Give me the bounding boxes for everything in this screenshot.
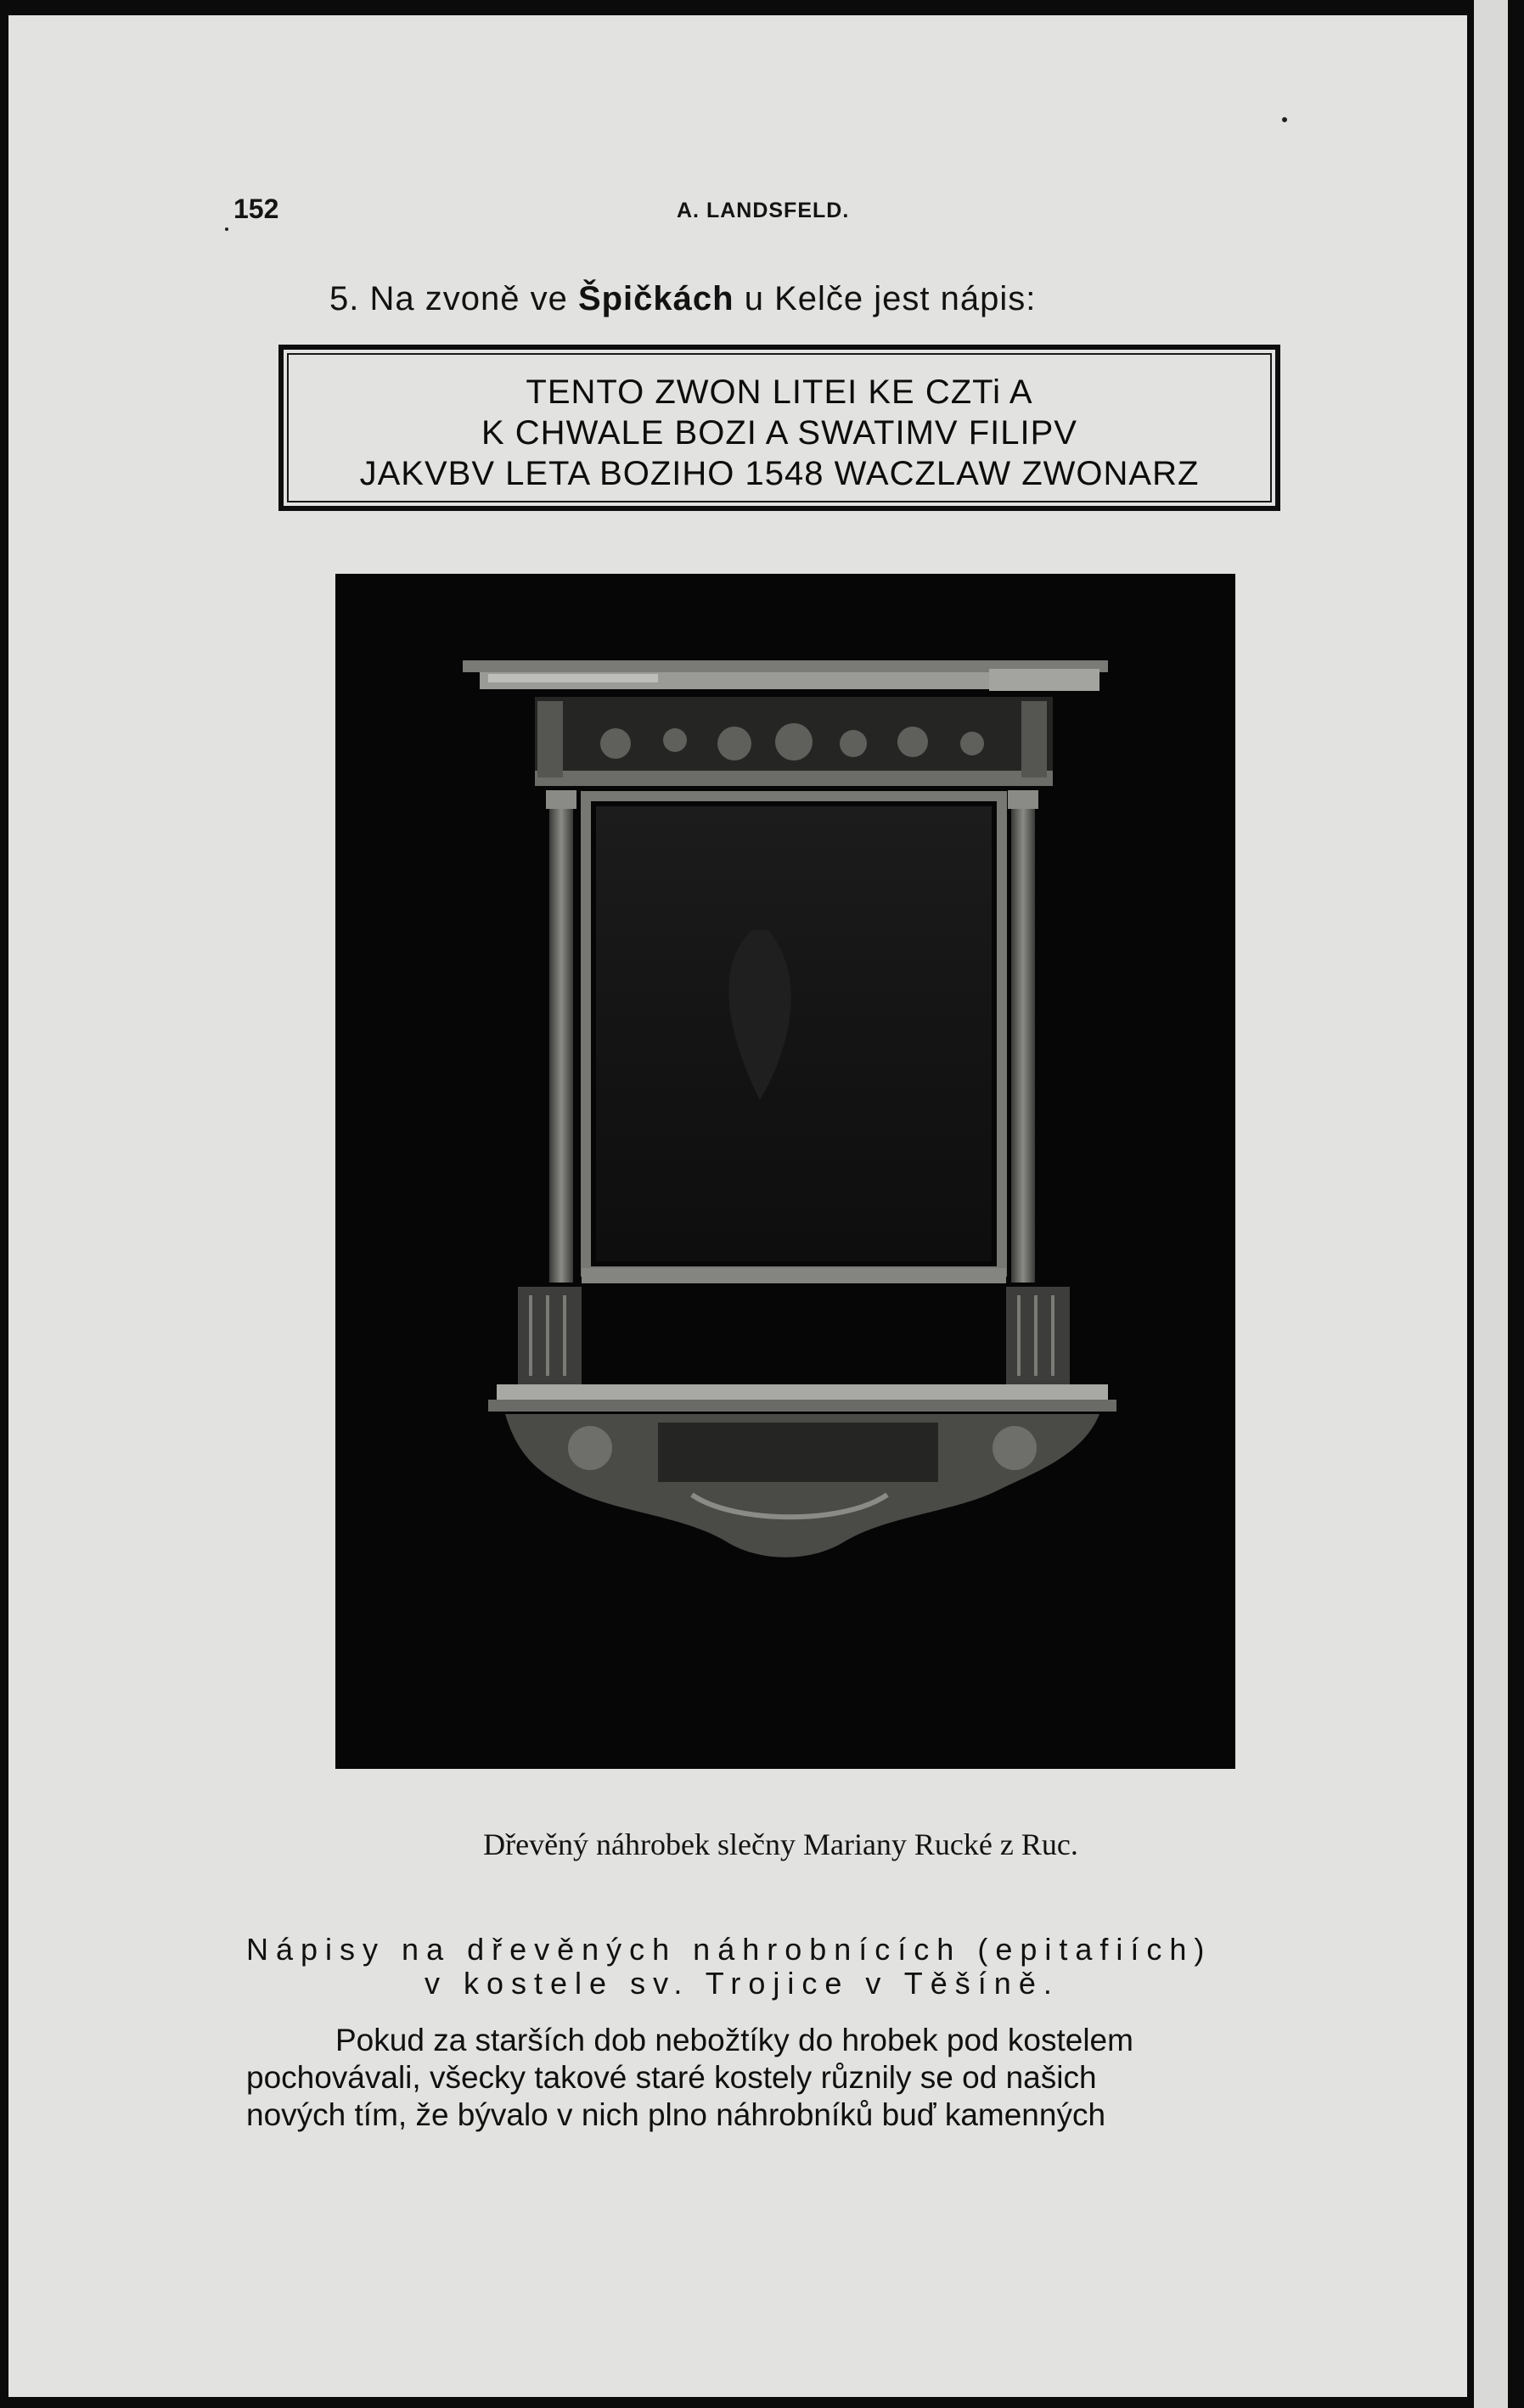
page-number: 152 [233, 194, 279, 224]
inscription-line: K CHWALE BOZI A SWATIMV FILIPV [481, 414, 1077, 452]
adjacent-page-edge [1474, 0, 1508, 2408]
body-line [246, 2059, 1324, 2096]
page-gutter-shadow [1467, 0, 1474, 2408]
book-page [8, 15, 1467, 2397]
wooden-epitaph-illustration [335, 574, 1235, 1769]
caption-text: Dřevěný náhrobek slečny Mariany Rucké z Ruc. [483, 1827, 1078, 1861]
running-head-author: A. LANDSFELD. [677, 199, 850, 222]
intro-line [329, 280, 1036, 318]
inscription-line: JAKVBV LETA BOZIHO 1548 WACZLAW ZWONARZ [359, 455, 1200, 492]
intro-suffix: u Kelče jest nápis: [734, 280, 1037, 317]
inscription-line: TENTO ZWON LITEI KE CZTi A [526, 373, 1033, 411]
paper-speck [1282, 117, 1287, 122]
epitaph-photo [335, 574, 1235, 1769]
body-line [246, 2096, 1324, 2134]
body-line [246, 2022, 1324, 2059]
intro-place: Špičkách [577, 280, 734, 317]
section-title-line: v kostele sv. Trojice v Těšíně. [425, 1966, 1060, 2001]
running-head [233, 194, 1210, 231]
photo-caption [8, 1827, 1467, 1862]
paper-speck [225, 227, 228, 231]
intro-prefix: 5. Na zvoně ve [329, 280, 578, 317]
body-line-text: Pokud za starších dob nebožtíky do hrobek pod kostelem [335, 2023, 1133, 2057]
body-line-text: pochovávali, všecky takové staré kostely různily se od našich [246, 2060, 1097, 2095]
body-line-text: nových tím, že bývalo v nich plno náhrobníků buď kamenných [246, 2097, 1106, 2132]
inscription-box [278, 345, 1280, 511]
section-title-line: Nápisy na dřevěných náhrobnících (epitafiích) [246, 1932, 1212, 1967]
